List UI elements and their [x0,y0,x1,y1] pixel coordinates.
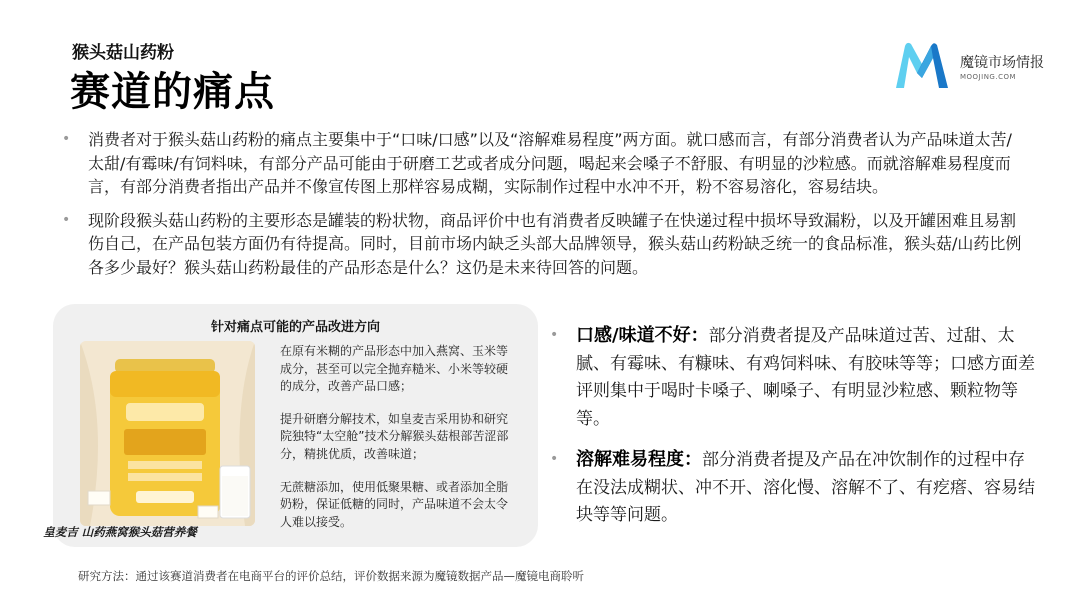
detail-heading: 溶解难易程度： [576,449,702,470]
moojing-logo [893,40,1053,92]
detail-heading: 口感/味道不好： [576,325,709,346]
bullet-packaging [62,209,1022,280]
improvement-item: 无蔗糖添加，使用低聚果糖、或者添加全脂奶粉，保证低糖的同时，产品味道不会太令人难以接受。 [280,479,509,529]
product-image [80,341,255,526]
detail-dissolve [550,446,1040,530]
bullet-dot-icon: • [550,451,559,467]
bullet-dot-icon: • [62,131,71,147]
product-can-illustration [80,341,255,526]
detail-text: 部分消费者提及产品在冲饮制作的过程中存在没法成糊状、冲不开、溶化慢、溶解不了、有疙瘩、容易结块等等问题。 [576,450,1035,525]
improvement-item: 提升研磨分解技术，如皇麦吉采用协和研究院独特“太空舱”技术分解猴头菇根部苦涩部分，精挑优质，改善味道； [280,411,509,461]
product-caption: 皇麦吉 山药燕窝猴头菇营养餐 [43,525,197,539]
bullet-dot-icon: • [550,327,559,343]
bullet-pain-points [62,128,1022,199]
bullet-dot-icon: • [62,211,71,228]
methodology-footnote: 研究方法：通过该赛道消费者在电商平台的评价总结，评价数据来源为魔镜数据产品—魔镜电商聆听 [78,569,584,583]
page-title: 赛道的痛点 [70,69,275,115]
improvement-item: 在原有米糊的产品形态中加入燕窝、玉米等成分，甚至可以完全抛弃糙米、小米等较硬的成分，改善产品口感； [280,344,509,394]
improvement-card [53,304,538,547]
bullet-text: 消费者对于猴头菇山药粉的痛点主要集中于“口味/口感”以及“溶解难易程度”两方面。就口感而言，有部分消费者认为产品味道太苦/太甜/有霉味/有饲料味，有部分产品可能由于研磨工艺或者成分问题，喝起来会嗓子不舒服、有明显的沙粒感。而就溶解难易程度而言，有部分消费者指出产品并不像宣传图上那样容易成糊，实际制作过程中水冲不开，粉不容易溶化，容易结块。 [88,130,1012,196]
section-subtitle: 猴头菇山药粉 [72,43,174,63]
logo-name: 魔镜市场情报 [960,55,1044,71]
card-title: 针对痛点可能的产品改进方向 [210,320,380,335]
pain-point-details [550,322,1040,543]
main-bullets [62,128,1022,289]
detail-text: 部分消费者提及产品味道过苦、过甜、太腻、有霉味、有糠味、有鸡饲料味、有胶味等等；口感方面差评则集中于喝时卡嗓子、喇嗓子、有明显沙粒感、颗粒物等等。 [576,326,1035,429]
improvement-list [280,343,516,546]
moojing-logo-icon [893,40,951,90]
detail-taste [550,322,1040,433]
logo-url: MOOJING.COM [960,73,1017,81]
bullet-text: 现阶段猴头菇山药粉的主要形态是罐装的粉状物，商品评价中也有消费者反映罐子在快递过程中损坏导致漏粉，以及开罐困难且易割伤自己，在产品包装方面仍有待提高。同时，目前市场内缺乏头部大品牌领导，猴头菇山药粉缺乏统一的食品标准，猴头菇/山药比例各多少最好？猴头菇山药粉最佳的产品形态是什么？这仍是未来待回答的问题。 [88,210,1022,277]
